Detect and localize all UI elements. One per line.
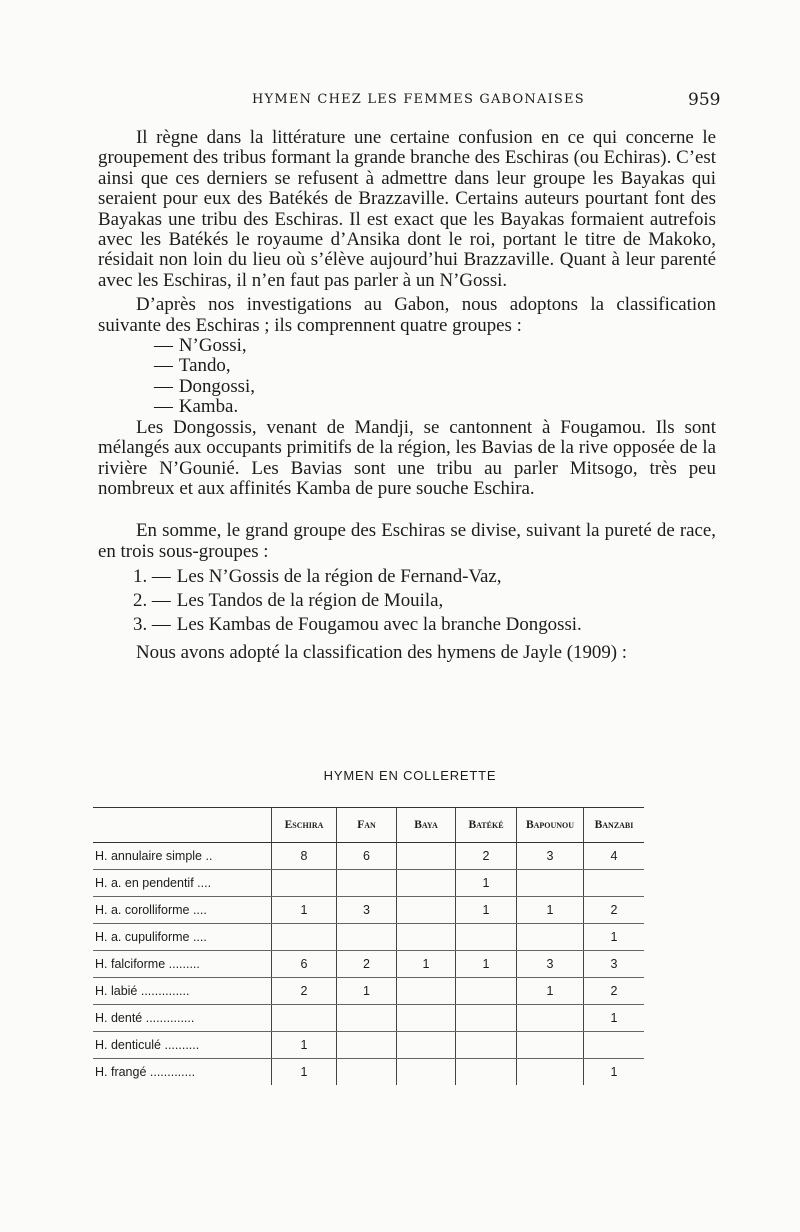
table-row xyxy=(93,870,644,897)
row-label: H. denticulé .......... xyxy=(93,1032,272,1059)
cell xyxy=(397,924,456,951)
cell xyxy=(397,897,456,924)
cell: 1 xyxy=(337,978,397,1005)
list-item: — Tando, xyxy=(154,355,231,377)
cell xyxy=(337,1032,397,1059)
column-header: Bapounou xyxy=(517,808,584,843)
cell: 2 xyxy=(584,978,645,1005)
cell: 3 xyxy=(584,951,645,978)
cell xyxy=(397,1005,456,1032)
cell xyxy=(397,870,456,897)
table-header-row xyxy=(93,808,644,843)
table-row xyxy=(93,1032,644,1059)
cell: 2 xyxy=(584,897,645,924)
cell xyxy=(272,870,337,897)
list-item: 2. — Les Tandos de la région de Mouila, xyxy=(133,590,444,612)
paragraph-tribe-confusion: Il règne dans la littérature une certaine confusion en ce qui concerne le groupement des tribus formant la grande branche des Eschiras (ou Echiras). C’est ainsi que ces derniers se refusent à admettre dans leur groupe les Bayakas qui seraient pour eux des Batékés de Brazzaville. Certains auteurs pourtant font des Bayakas une tribu des Eschiras. Il est exact que les Bayakas formaient autrefois avec les Batékés le royaume d’Ansika dont le roi, portant le titre de Makoko, résidait non loin du lieu où s’élève aujourd’hui Brazzaville. Quant à leur parenté avec les Eschiras, il n’en faut pas parler à un N’Gossi. xyxy=(98,127,716,291)
row-label: H. denté .............. xyxy=(93,1005,272,1032)
cell xyxy=(517,1032,584,1059)
cell: 3 xyxy=(517,843,584,870)
cell: 1 xyxy=(517,897,584,924)
row-label: H. a. cupuliforme .... xyxy=(93,924,272,951)
cell xyxy=(337,870,397,897)
table-row xyxy=(93,924,644,951)
cell xyxy=(456,1005,517,1032)
row-label: H. annulaire simple .. xyxy=(93,843,272,870)
cell xyxy=(517,1059,584,1086)
hymen-table xyxy=(93,807,644,1085)
running-title: HYMEN CHEZ LES FEMMES GABONAISES xyxy=(252,92,585,107)
column-header: Eschira xyxy=(272,808,337,843)
cell xyxy=(456,924,517,951)
list-item: 3. — Les Kambas de Fougamou avec la branche Dongossi. xyxy=(133,614,582,636)
table-row xyxy=(93,978,644,1005)
cell xyxy=(397,1032,456,1059)
cell xyxy=(397,978,456,1005)
paragraph-dongossis: Les Dongossis, venant de Mandji, se cantonnent à Fougamou. Ils sont mélangés aux occupants primitifs de la région, les Bavias de la rive opposée de la rivière N’Gounié. Les Bavias sont une tribu au parler Mitsogo, très peu nombreux et aux affinités Kamba de pure souche Eschira. xyxy=(98,416,716,499)
table-row xyxy=(93,897,644,924)
column-header: Banzabi xyxy=(584,808,645,843)
groups-list xyxy=(154,336,716,418)
paragraph-subgroups-intro: En somme, le grand groupe des Eschiras se divise, suivant la pureté de race, en trois sous-groupes : xyxy=(98,520,716,562)
list-item: — Dongossi, xyxy=(154,375,255,397)
cell: 1 xyxy=(584,1059,645,1086)
cell xyxy=(517,924,584,951)
paragraph-classification: D’après nos investigations au Gabon, nous adoptons la classification suivante des Eschiras ; ils comprennent quatre groupes : xyxy=(98,294,716,336)
cell: 4 xyxy=(584,843,645,870)
table-row xyxy=(93,1059,644,1086)
page-number: 959 xyxy=(688,90,721,110)
page-header xyxy=(0,90,800,112)
cell xyxy=(456,1059,517,1086)
cell: 1 xyxy=(584,924,645,951)
cell xyxy=(456,978,517,1005)
cell xyxy=(517,1005,584,1032)
column-header: Fan xyxy=(337,808,397,843)
cell: 1 xyxy=(456,897,517,924)
column-header: Batéké xyxy=(456,808,517,843)
cell xyxy=(397,1059,456,1086)
table-caption: HYMEN EN COLLERETTE xyxy=(323,768,497,783)
row-label: H. falciforme ......... xyxy=(93,951,272,978)
cell: 6 xyxy=(337,843,397,870)
cell: 1 xyxy=(456,870,517,897)
cell: 1 xyxy=(397,951,456,978)
cell: 1 xyxy=(584,1005,645,1032)
cell xyxy=(337,1059,397,1086)
cell: 1 xyxy=(272,897,337,924)
table-row xyxy=(93,843,644,870)
paragraph-jayle: Nous avons adopté la classification des hymens de Jayle (1909) : xyxy=(136,642,628,664)
list-item: — N’Gossi, xyxy=(154,335,247,357)
cell xyxy=(456,1032,517,1059)
cell: 1 xyxy=(456,951,517,978)
table-row xyxy=(93,1005,644,1032)
cell: 3 xyxy=(517,951,584,978)
cell xyxy=(517,870,584,897)
cell: 3 xyxy=(337,897,397,924)
row-label: H. labié .............. xyxy=(93,978,272,1005)
cell xyxy=(584,1032,645,1059)
cell xyxy=(272,1005,337,1032)
row-label: H. a. en pendentif .... xyxy=(93,870,272,897)
list-item: — Kamba. xyxy=(154,396,239,418)
cell: 6 xyxy=(272,951,337,978)
row-label: H. a. corolliforme .... xyxy=(93,897,272,924)
cell: 8 xyxy=(272,843,337,870)
column-header: Baya xyxy=(397,808,456,843)
row-label: H. frangé ............. xyxy=(95,1065,196,1079)
cell: 2 xyxy=(456,843,517,870)
body-text xyxy=(98,128,716,664)
cell: 2 xyxy=(272,978,337,1005)
cell: 1 xyxy=(272,1059,337,1086)
list-item: 1. — Les N’Gossis de la région de Fernand-Vaz, xyxy=(133,566,502,588)
table-row xyxy=(93,951,644,978)
cell xyxy=(272,924,337,951)
cell xyxy=(337,1005,397,1032)
cell xyxy=(337,924,397,951)
cell: 1 xyxy=(272,1032,337,1059)
cell: 2 xyxy=(337,951,397,978)
cell xyxy=(584,870,645,897)
cell: 1 xyxy=(517,978,584,1005)
cell xyxy=(397,843,456,870)
subgroups-list xyxy=(133,565,716,637)
